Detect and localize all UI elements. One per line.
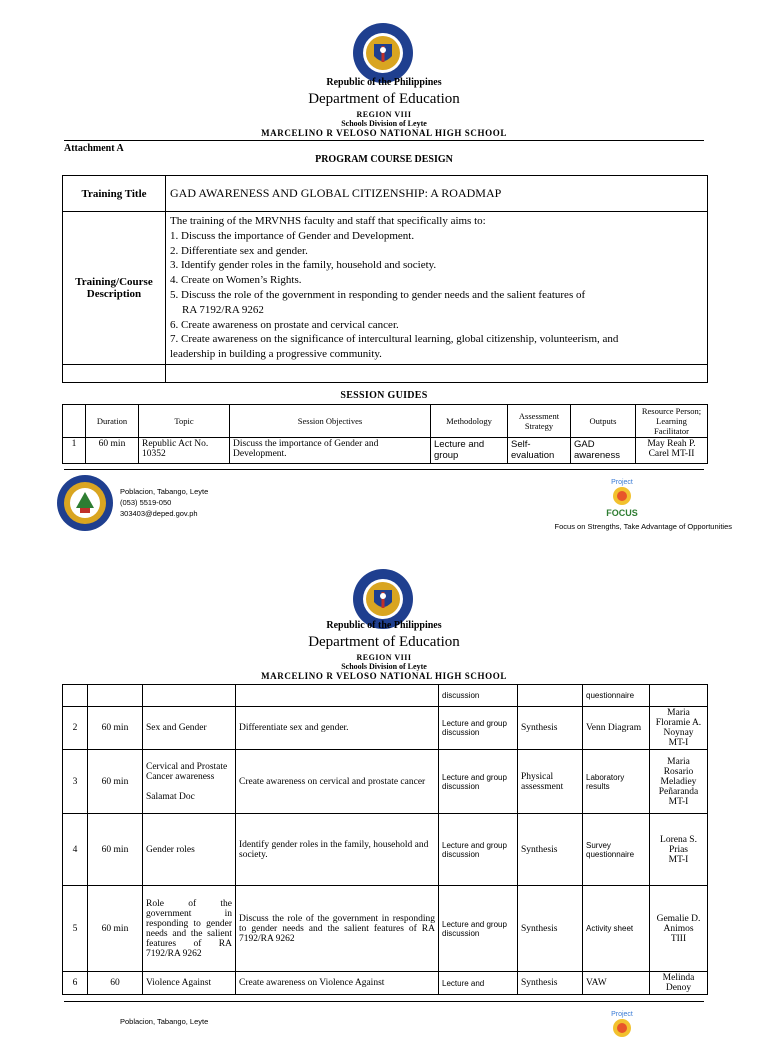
svg-text:Project: Project: [611, 1011, 633, 1018]
training-table: [62, 175, 708, 383]
table-row: 4 60 min Gender roles Identify gender roles in the family, household and society. Lecture and group discussion Synthesis Survey questionnaire Lorena S. Prias MT-I: [63, 814, 708, 886]
region-label: REGION VIII: [356, 653, 412, 662]
department-title: Department of Education: [308, 91, 460, 107]
training-title-value: GAD AWARENESS AND GLOBAL CITIZENSHIP: A ROADMAP: [166, 176, 708, 212]
division-label: Schools Division of Leyte: [341, 119, 427, 128]
republic-label: Republic of the Philippines: [326, 77, 442, 88]
col-objectives: Session Objectives: [230, 405, 431, 438]
session-guides-title: SESSION GUIDES: [340, 390, 428, 401]
session-guides-table: [62, 404, 708, 464]
svg-text:Project: Project: [611, 479, 633, 486]
department-title: Department of Education: [308, 634, 460, 650]
republic-label: Republic of the Philippines: [326, 620, 442, 631]
footer-divider: [64, 469, 704, 470]
school-name: MARCELINO R VELOSO NATIONAL HIGH SCHOOL: [261, 671, 507, 681]
col-assessment: Assessment Strategy: [508, 405, 571, 438]
svg-text:FOCUS: FOCUS: [606, 508, 638, 518]
school-logo-icon: [56, 474, 114, 532]
table-row: 3 60 min Cervical and Prostate Cancer awareness Salamat Doc Create awareness on cervical and prostate cancer Lecture and group discussion Physical assessment Laboratory results Maria Rosario Meladiey Peñaranda MT-I: [63, 750, 708, 814]
project-focus-logo-icon: [600, 1008, 644, 1052]
footer-tagline: Focus on Strengths, Take Advantage of Opportunities: [554, 522, 732, 531]
attachment-label: Attachment A: [64, 143, 124, 154]
session-guides-table-continued: [62, 684, 708, 995]
col-topic: Topic: [139, 405, 230, 438]
training-title-row: [63, 176, 708, 212]
col-duration: Duration: [86, 405, 139, 438]
division-label: Schools Division of Leyte: [341, 662, 427, 671]
col-resource: Resource Person; Learning Facilitator: [636, 405, 708, 438]
training-description-value: The training of the MRVNHS faculty and staff that specifically aims to: 1. Discuss the importance of Gender and Development. 2. Differentiate sex and gender. 3. Identify gender roles in the family, household and society. 4. Create on Women’s Rights. 5. Discuss the role of the government in responding to gender needs and the salient features of RA 7192/RA 9262 6. Create awareness on prostate and cervical cancer. 7. Create awareness on the significance of intercultural learning, global citizenship, volunteerism, and leadership in building a progressive community.: [166, 212, 708, 365]
region-label: REGION VIII: [356, 110, 412, 119]
project-focus-logo-icon: [600, 476, 644, 520]
training-description-row: [63, 212, 708, 365]
session-header-row: [63, 405, 708, 438]
footer-address-partial: Poblacion, Tabango, Leyte: [120, 1017, 209, 1026]
training-title-label: Training Title: [63, 176, 166, 212]
col-methodology: Methodology: [431, 405, 508, 438]
training-empty-row: [63, 364, 708, 382]
footer-address: Poblacion, Tabango, Leyte (053) 5519-050 303403@deped.gov.ph: [120, 487, 209, 518]
table-row: 1 60 min Republic Act No. 10352 Discuss the importance of Gender and Development. Lecture and group Self-evaluation GAD awareness May Reah P. Carel MT-II: [63, 438, 708, 464]
table-row: 2 60 min Sex and Gender Differentiate sex and gender. Lecture and group discussion Synthesis Venn Diagram Maria Floramie A. Noynay MT-I: [63, 707, 708, 750]
table-row: 5 60 min Role of the government in responding to gender needs and the salient features of RA 7192/RA 9262 Discuss the role of the government in responding to gender needs and the salient features of RA 7192/RA 9262 Lecture and group discussion Synthesis Activity sheet Gemalie D. Animos TIII: [63, 886, 708, 972]
table-row: discussion questionnaire: [63, 685, 708, 707]
page-2: [0, 560, 768, 1024]
deped-seal-icon: [352, 22, 414, 84]
col-outputs: Outputs: [571, 405, 636, 438]
footer-divider: [64, 1001, 704, 1002]
training-description-label: Training/Course Description: [63, 212, 166, 365]
table-row: 6 60 Violence Against Create awareness on Violence Against Lecture and Synthesis VAW Melinda Denoy: [63, 972, 708, 995]
header-divider: [64, 140, 704, 141]
school-name: MARCELINO R VELOSO NATIONAL HIGH SCHOOL: [261, 128, 507, 138]
document-title: PROGRAM COURSE DESIGN: [315, 154, 453, 165]
